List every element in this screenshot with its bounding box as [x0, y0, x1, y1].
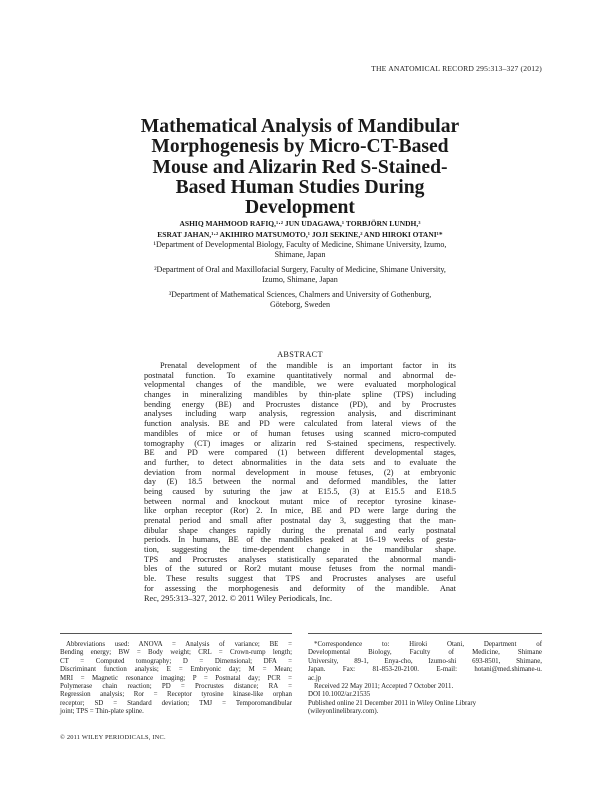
correspondence-line: ac.jp — [308, 674, 322, 682]
abstract-line: being caused by suturing the jaw at E15.5, (3) at E15.5 and E18.5 — [144, 486, 456, 496]
abstract-heading: ABSTRACT — [277, 350, 323, 359]
correspondence-line: Japan. Fax: 81-853-20-2100. E-mail: hotani@med.shimane-u. — [308, 666, 542, 674]
affiliation-3: ³Department of Mathematical Sciences, Chalmers and University of Gothenburg, — [168, 289, 432, 299]
abstract-line: periods. In humans, BE of the mandibles peaked at 16–19 weeks of gesta- — [144, 535, 456, 545]
abbreviations-line: Discriminant function analysis; E = Embryonic day; M = Mean; — [60, 666, 292, 674]
correspondence-line: *Correspondence to: Hiroki Otani, Department of — [314, 641, 542, 648]
abstract-line: postnatal function. To examine quantitatively normal and abnormal de- — [144, 370, 456, 380]
author-list — [96, 219, 504, 240]
copyright: © 2011 WILEY PERIODICALS, INC. — [60, 734, 166, 741]
received-date: Received 22 May 2011; Accepted 7 October 2011. — [314, 682, 454, 690]
abstract-line: velopmental changes of the mandible, we were evaluated morphological — [144, 380, 456, 390]
abstract-line: for assessing the morphogenesis and deformity of the mandible. Anat — [144, 583, 456, 593]
abstract-line: analyses including warp analysis, regression analysis, and discriminant — [144, 409, 456, 419]
affiliations — [96, 240, 504, 310]
affiliation-2-cont: Izumo, Shimane, Japan — [262, 275, 338, 285]
abstract-line: ble. These results suggest that TPS and Procrustes analyses are useful — [144, 574, 456, 584]
article-title — [80, 117, 520, 218]
title-line: Mouse and Alizarin Red S-Stained- — [152, 156, 448, 178]
abstract-line: between normal and knockout mutant mice of receptor tyrosine kinase- — [144, 496, 456, 506]
correspondence-line: University, 89-1, Enya-cho, Izumo-shi 693-8501, Shimane, — [308, 657, 542, 665]
affiliation-1-cont: Shimane, Japan — [274, 250, 326, 260]
abbreviations-line: MRI = Magnetic resonance imaging; P = Postnatal day; PCR = — [60, 674, 292, 682]
abstract-line: bles of the sutured or Ror2 mutant mouse fetuses from the normal mandi- — [144, 564, 456, 574]
abstract-line: day (E) 18.5 between the normal and deformed mandibles, the latter — [144, 477, 456, 487]
abbreviations-line: Regression analysis; Ror = Receptor tyrosine kinase-like orphan — [60, 691, 292, 699]
affiliation-3-cont: Göteborg, Sweden — [269, 300, 331, 310]
affiliation-1: ¹Department of Developmental Biology, Faculty of Medicine, Shimane University, Izumo, — [153, 240, 447, 249]
abstract-line: deviation from normal development in mouse fetuses, (2) at embryonic — [144, 467, 456, 477]
abstract-line: tomography (CT) images or alizarin red S-stained specimens, respectively. — [144, 438, 456, 448]
abstract-line: function analysis. BE and PD were calculated from lateral views of the — [144, 419, 456, 429]
abstract-line: changes in mineralizing mandibles by thin-plate spline (TPS) including — [144, 390, 456, 400]
abstract-line: Prenatal development of the mandible is an important factor in its — [160, 361, 456, 370]
abstract-body — [144, 361, 456, 603]
abstract-line: prenatal period and small after postnatal day 3, suggesting that the man- — [144, 516, 456, 525]
author-line: ASHIQ MAHMOOD RAFIQ,¹·² JUN UDAGAWA,¹ TORBJÖRN LUNDH,³ — [179, 219, 421, 228]
abstract-line: mandibles of mice or of human fetuses using scanned micro-computed — [144, 428, 456, 438]
published-line: Published online 21 December 2011 in Wiley Online Library — [308, 699, 477, 707]
abstract-line: bending energy (BE) and Procrustes distance (PD), and by Procrustes — [144, 399, 456, 409]
abbreviations-line: Abbreviations used: ANOVA = Analysis of variance; BE = — [66, 641, 292, 648]
title-line: Development — [245, 197, 355, 219]
abstract-line: like orphan receptor (Ror) 2. In mice, BE and PD were large during the — [144, 506, 456, 516]
abstract-line: and further, to detect abnormalities in the data sets and to evaluate the — [144, 457, 456, 467]
published-line: (wileyonlinelibrary.com). — [308, 708, 379, 716]
abbreviations-footnote — [60, 641, 292, 717]
abbreviations-line: joint; TPS = Thin-plate spline. — [60, 708, 144, 716]
abstract-line: dibular shape changes rapidly during the prenatal and early postnatal — [144, 525, 456, 535]
abstract-line: tion, suggesting the time-dependent change in the mandibular shape. — [144, 545, 456, 555]
abbreviations-line: Bending energy; BW = Body weight; CRL = Crown-rump length; — [60, 649, 292, 657]
footnote-rule-right — [308, 633, 542, 634]
abbreviations-line: receptor; SD = Standard deviation; TMJ = Temporomandibular — [60, 699, 292, 707]
doi: DOI 10.1002/ar.21535 — [308, 691, 371, 699]
abstract-line: TPS and Procrustes analyses statistically separated the abnormal mandi- — [144, 554, 456, 564]
abstract-line: BE and PD were compared (1) between different developmental stages, — [144, 448, 456, 458]
correspondence-footnote — [308, 641, 542, 717]
title-line: Mathematical Analysis of Mandibular — [140, 116, 460, 137]
abbreviations-line: Polymerase chain reaction; PD = Procrustes distance; RA = — [60, 682, 292, 690]
affiliation-2: ²Department of Oral and Maxillofacial Surgery, Faculty of Medicine, Shimane University, — [154, 264, 446, 274]
abbreviations-line: CT = Computed tomography; D = Dimensional; DFA = — [60, 657, 292, 665]
footnote-rule-left — [60, 633, 292, 634]
title-line: Based Human Studies During — [175, 176, 425, 198]
author-line: ESRAT JAHAN,¹·² AKIHIRO MATSUMOTO,¹ JOJI SEKINE,² AND HIROKI OTANI¹* — [157, 229, 443, 239]
correspondence-line: Developmental Biology, Faculty of Medicine, Shimane — [308, 649, 542, 657]
abstract-line: Rec, 295:313–327, 2012. © 2011 Wiley Periodicals, Inc. — [144, 593, 333, 603]
running-head: THE ANATOMICAL RECORD 295:313–327 (2012) — [371, 64, 542, 73]
title-line: Morphogenesis by Micro-CT-Based — [151, 136, 449, 158]
